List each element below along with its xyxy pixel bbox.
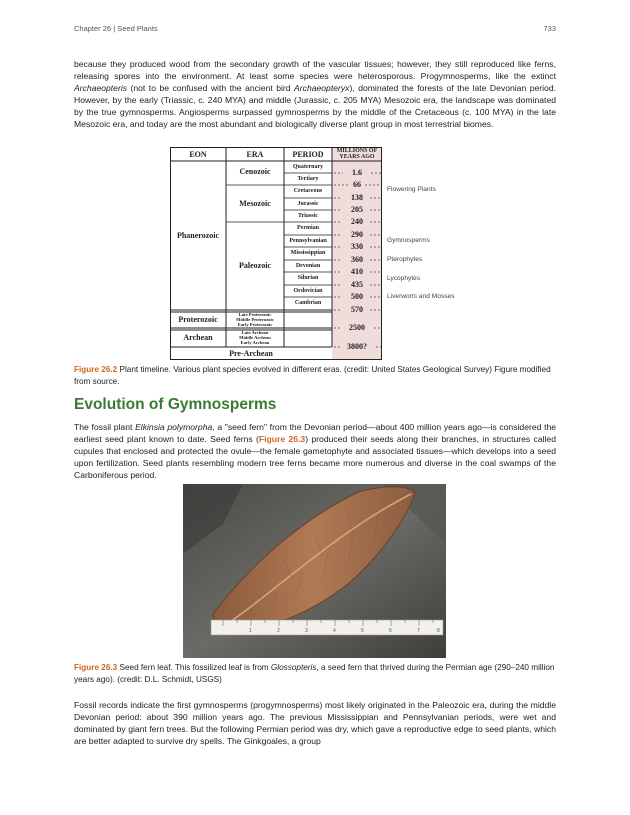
period-ordovician: Ordovician	[293, 288, 323, 294]
year-330: 330	[351, 242, 363, 251]
ruler-tick-2: 2	[277, 628, 280, 634]
year-240: 240	[351, 217, 363, 226]
note-gymnosperms: Gymnosperms	[387, 237, 430, 244]
note-lycophytes: Lycophytes	[387, 275, 421, 282]
year-66: 66	[353, 180, 361, 189]
year-290: 290	[351, 230, 363, 239]
figure-26-2-caption: Figure 26.2 Plant timeline. Various plant species evolved in different eras. (credit: United States Geological Survey) Figure modified from source.	[74, 365, 551, 386]
fossil-records-paragraph: Fossil records indicate the first gymnosperms (progymnosperms) most likely originated in the Paleozoic era, during the middle Devonian period: about 390 million years ago. The previous Mississippian and Pennsylvanian periods, were wet and dominated by giant fern trees. But the following Permian period was dry, which gave a reproductive edge to seed plants, which are better adapted to survive dry spells. The Ginkgoales, a group	[74, 700, 556, 746]
period-triassic: Triassic	[298, 213, 318, 219]
section-title: Evolution of Gymnosperms	[74, 396, 277, 413]
ruler-tick-4: 4	[333, 628, 336, 634]
ruler-tick-3: 3	[305, 628, 308, 634]
year-570: 570	[351, 305, 363, 314]
period-devonian: Devonian	[295, 263, 321, 269]
year-205: 205	[351, 205, 363, 214]
period-pennsylvanian: Pennsylvanian	[289, 238, 327, 244]
eon-archean: Archean	[183, 333, 213, 342]
period-silurian: Silurian	[297, 275, 319, 281]
era-paleozoic: Paleozoic	[239, 261, 271, 270]
figure-26-3-link[interactable]: Figure 26.3	[258, 434, 306, 444]
period-quaternary: Quaternary	[292, 164, 324, 170]
period-cambrian: Cambrian	[294, 300, 322, 306]
intro-paragraph: because they produced wood from the secondary growth of the vascular tissues; however, they still reproduced like ferns, releasing spores into the environment. At least some species were heterosporous. Progymnosperms, like the extinct Archaeopteris (not to be confused with the ancient bird Archaeopteryx), dominated the forests of the late Devonian period. However, by the early (Triassic, c. 240 MYA) and middle (Jurassic, c. 205 MYA) Mesozoic era, the landscape was dominated by the true gymnosperms. Angiosperms surpassed gymnosperms by the middle of the Cretaceous (c. 100 MYA) in the late Mesozoic era, and today are the most abundant and biologically diverse plant group in most terrestrial biomes.	[74, 59, 556, 129]
header-mya: MILLIONS OF YEARS AGO	[336, 148, 378, 160]
header-era: ERA	[246, 150, 264, 159]
year-2500: 2500	[349, 323, 365, 332]
year-500: 500	[351, 292, 363, 301]
chapter-header: Chapter 26 | Seed Plants	[74, 24, 158, 33]
eon-phanerozoic: Phanerozoic	[176, 231, 220, 240]
eon-proterozoic: Proterozoic	[178, 315, 218, 324]
note-flowering-plants: Flowering Plants	[387, 186, 436, 193]
ruler-tick-7: 7	[417, 628, 420, 634]
ruler-tick-1: 1	[249, 628, 252, 634]
era-archean-sub: Late Archean Middle Archean Early Archean	[239, 330, 271, 346]
header-period: PERIOD	[292, 150, 324, 159]
year-360: 360	[351, 255, 363, 264]
period-mississippian: Mississippian	[290, 250, 326, 256]
note-pterophytes: Pterophytes	[387, 256, 423, 263]
year-1-6: 1.6	[352, 168, 362, 177]
seed-fern-fossil-photo	[183, 484, 446, 658]
year-410: 410	[351, 267, 363, 276]
year-3800: 3800?	[347, 342, 367, 351]
year-138: 138	[351, 193, 363, 202]
year-435: 435	[351, 280, 363, 289]
ruler-tick-5: 5	[361, 628, 364, 634]
period-tertiary: Tertiary	[297, 176, 319, 182]
figure-26-3-caption: Figure 26.3 Seed fern leaf. This fossilized leaf is from Glossopteris, a seed fern that thrived during the Permian age (290–240 million years ago). (credit: D.L. Schmidt, USGS)	[74, 663, 555, 684]
header-eon: EON	[189, 150, 207, 159]
geologic-timeline-table	[170, 147, 382, 360]
era-cenozoic: Cenozoic	[239, 167, 271, 176]
period-jurassic: Jurassic	[297, 201, 319, 207]
period-permian: Permian	[297, 225, 319, 231]
page-number: 733	[543, 24, 556, 33]
ruler-tick-8: 8	[437, 628, 440, 634]
era-proterozoic-sub: Late Proterozoic Middle Proterozoic Early Proterozoic	[236, 312, 274, 328]
note-liverworts-mosses: Liverworts and Mosses	[387, 293, 455, 300]
era-mesozoic: Mesozoic	[239, 199, 271, 208]
period-cretaceous: Cretaceous	[293, 188, 323, 194]
gymnosperm-paragraph: The fossil plant Elkinsia polymorpha, a "seed fern" from the Devonian period—about 400 million years ago—is considered the earliest seed plant known to date. Seed ferns (Figure 26.3) produced their seeds along their branches, in structures called cupules that enclosed and protected the ovule—the female gametophyte and associated tissues—which develops into a seed upon fertilization. Seed plants resembling modern tree ferns became more numerous and diverse in the coal swamps of the Carboniferous period.	[74, 422, 557, 480]
eon-pre-archean: Pre-Archean	[229, 349, 273, 358]
ruler-tick-6: 6	[389, 628, 392, 634]
